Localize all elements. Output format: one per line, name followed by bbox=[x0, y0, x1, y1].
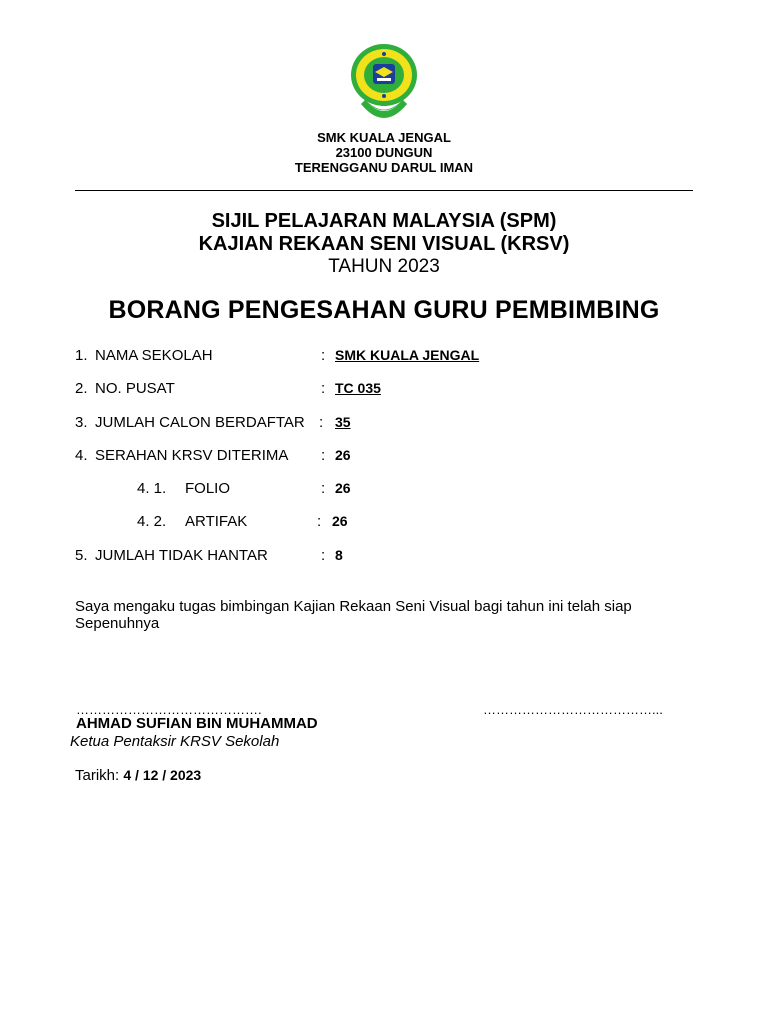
field-value: 26 bbox=[335, 480, 351, 496]
school-crest-logo bbox=[349, 42, 419, 124]
field-value: SMK KUALA JENGAL bbox=[335, 347, 480, 363]
field-separator: : bbox=[321, 547, 326, 564]
date-value: 4 / 12 / 2023 bbox=[123, 767, 202, 783]
school-name: SMK KUALA JENGAL bbox=[317, 130, 451, 145]
signatory-name: AHMAD SUFIAN BIN MUHAMMAD bbox=[76, 715, 318, 732]
header-divider bbox=[75, 190, 693, 191]
form-title: BORANG PENGESAHAN GURU PEMBIMBING bbox=[108, 296, 660, 324]
declaration-line-2: Sepenuhnya bbox=[75, 615, 160, 632]
field-number: 2. bbox=[75, 380, 88, 397]
signatory-role: Ketua Pentaksir KRSV Sekolah bbox=[70, 733, 280, 750]
declaration-line-1: Saya mengaku tugas bimbingan Kajian Rekaan Seni Visual bagi tahun ini telah siap bbox=[75, 598, 632, 615]
subfield-label: FOLIO bbox=[185, 480, 231, 497]
exam-title: SIJIL PELAJARAN MALAYSIA (SPM) bbox=[211, 210, 557, 232]
signature-line-right: …………………………………... bbox=[483, 702, 663, 717]
field-number: 1. bbox=[75, 347, 88, 364]
signature-line-left: ……………………………………. bbox=[76, 702, 262, 717]
field-value: 35 bbox=[335, 414, 351, 430]
field-label: NAMA SEKOLAH bbox=[95, 347, 213, 364]
field-number: 5. bbox=[75, 547, 88, 564]
field-number: 4. bbox=[75, 447, 88, 464]
field-value: 8 bbox=[335, 547, 343, 563]
field-label: JUMLAH CALON BERDAFTAR bbox=[95, 414, 305, 431]
field-separator: : bbox=[321, 447, 326, 464]
year-title: TAHUN 2023 bbox=[328, 256, 440, 277]
school-state: TERENGGANU DARUL IMAN bbox=[294, 160, 474, 175]
date-label: Tarikh: bbox=[75, 767, 120, 784]
field-separator: : bbox=[321, 380, 326, 397]
date-row bbox=[75, 767, 201, 784]
field-label: JUMLAH TIDAK HANTAR bbox=[95, 547, 268, 564]
subfield-label: ARTIFAK bbox=[185, 513, 248, 530]
field-label: NO. PUSAT bbox=[95, 380, 175, 397]
field-value: 26 bbox=[332, 513, 348, 529]
subfield-number: 4. 2. bbox=[137, 513, 167, 530]
subfield-number: 4. 1. bbox=[137, 480, 167, 497]
field-separator: : bbox=[321, 347, 326, 364]
field-separator: : bbox=[321, 480, 326, 497]
field-value: TC 035 bbox=[335, 380, 381, 396]
field-label: SERAHAN KRSV DITERIMA bbox=[95, 447, 289, 464]
field-separator: : bbox=[319, 414, 324, 431]
declaration-statement bbox=[75, 598, 695, 632]
field-value: 26 bbox=[335, 447, 351, 463]
school-postcode-town: 23100 DUNGUN bbox=[335, 145, 433, 160]
subject-title: KAJIAN REKAAN SENI VISUAL (KRSV) bbox=[198, 233, 570, 255]
field-separator: : bbox=[317, 513, 322, 530]
field-number: 3. bbox=[75, 414, 88, 431]
